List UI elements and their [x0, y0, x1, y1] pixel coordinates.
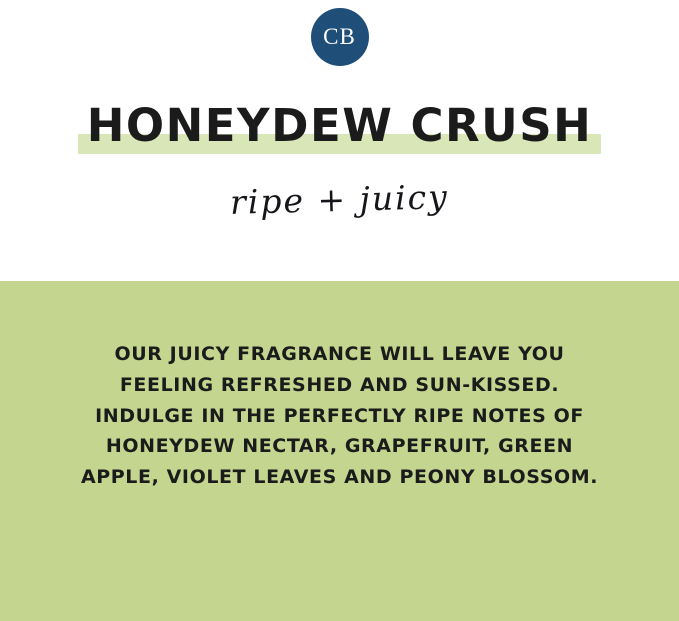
brand-logo-text: CB	[323, 24, 356, 49]
header-section	[0, 0, 679, 281]
description-text: OUR JUICY FRAGRANCE WILL LEAVE YOU FEELING REFRESHED AND SUN-KISSED. INDULGE IN THE PERFECTLY RIPE NOTES OF HONEYDEW NECTAR, GRAPEFRUIT, GREEN APPLE, VIOLET LEAVES AND PEONY BLOSSOM.	[80, 343, 599, 489]
page-title: HONEYDEW CRUSH	[86, 98, 593, 152]
title-block	[0, 94, 679, 156]
description-section	[0, 281, 679, 621]
tagline: ripe + juicy	[229, 177, 450, 222]
brand-logo-badge	[311, 8, 369, 66]
